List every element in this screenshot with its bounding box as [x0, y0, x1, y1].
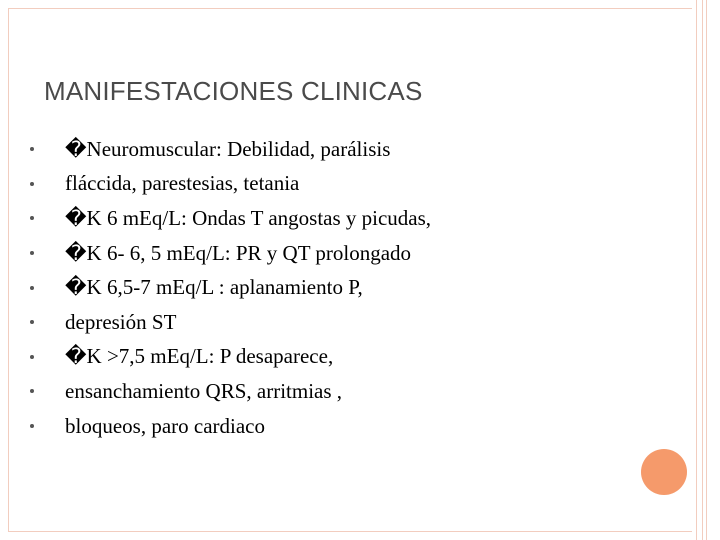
side-band-line [702, 0, 703, 540]
slide-title: MANIFESTACIONES CLINICAS [44, 76, 423, 106]
bullet-dot-icon [30, 320, 34, 324]
bullet-dot-icon [30, 251, 34, 255]
side-band-line [696, 0, 697, 540]
bullet-dot-icon [30, 216, 34, 220]
bullet-text: depresión ST [65, 309, 177, 334]
accent-circle-icon [641, 449, 687, 495]
slide-side-band [692, 0, 720, 540]
bullet-dot-icon [30, 286, 34, 290]
bullet-item [30, 201, 431, 236]
side-band-line [706, 0, 707, 540]
bullet-text: �K 6- 6, 5 mEq/L: PR y QT prolongado [65, 240, 412, 265]
bullet-item [30, 409, 431, 444]
bullet-text: �K >7,5 mEq/L: P desaparece, [65, 344, 334, 369]
bullet-item [30, 132, 431, 167]
bullet-text: bloqueos, paro cardiaco [65, 413, 266, 438]
bullet-dot-icon [30, 389, 34, 393]
bullet-dot-icon [30, 147, 34, 151]
bullet-text: fláccida, parestesias, tetania [65, 171, 300, 196]
bullet-dot-icon [30, 355, 34, 359]
bullet-item [30, 236, 431, 271]
bullet-item [30, 305, 431, 340]
bullet-text: �K 6 mEq/L: Ondas T angostas y picudas, [65, 205, 432, 230]
bullet-item [30, 270, 431, 305]
bullet-text: ensanchamiento QRS, arritmias , [65, 378, 343, 403]
bullet-dot-icon [30, 424, 34, 428]
bullet-item [30, 340, 431, 375]
bullet-dot-icon [30, 182, 34, 186]
bullet-text: �Neuromuscular: Debilidad, parálisis [65, 136, 391, 161]
bullet-list [30, 132, 431, 443]
bullet-text: �K 6,5-7 mEq/L : aplanamiento P, [65, 275, 363, 300]
bullet-item [30, 374, 431, 409]
bullet-item [30, 167, 431, 202]
